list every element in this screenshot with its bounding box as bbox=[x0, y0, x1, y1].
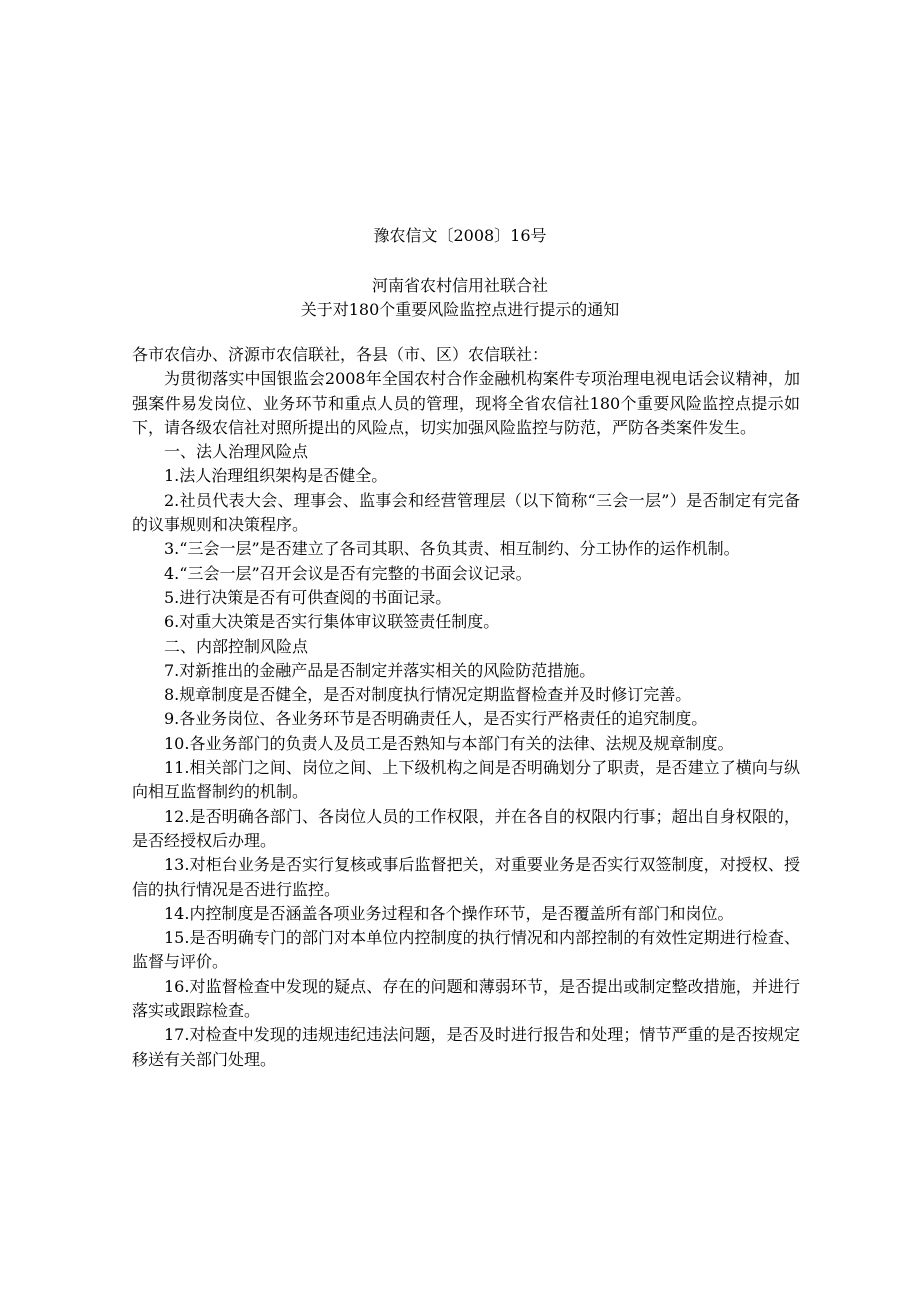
list-item: 3.“三会一层”是否建立了各司其职、各负其责、相互制约、分工协作的运作机制。 bbox=[164, 539, 740, 559]
list-item: 13.对柜台业务是否实行复核或事后监督把关，对重要业务是否实行双签制度，对授权、授信的执行情况是否进行监控。 bbox=[132, 855, 800, 899]
list-item: 14.内控制度是否涵盖各项业务过程和各个操作环节，是否覆盖所有部门和岗位。 bbox=[164, 903, 734, 923]
list-item: 8.规章制度是否健全，是否对制度执行情况定期监督检查并及时修订完善。 bbox=[164, 685, 692, 705]
list-item: 10.各业务部门的负责人及员工是否熟知与本部门有关的法律、法规及规章制度。 bbox=[164, 733, 734, 753]
document-number: 豫农信文〔2008〕16号 bbox=[373, 226, 547, 245]
document-body bbox=[132, 343, 800, 1072]
list-item: 17.对检查中发现的违规违纪违法问题，是否及时进行报告和处理；情节严重的是否按规定移送有关部门处理。 bbox=[132, 1025, 800, 1069]
salutation: 各市农信办、济源市农信联社，各县（市、区）农信联社： bbox=[132, 345, 549, 364]
list-item: 5.进行决策是否有可供查阅的书面记录。 bbox=[164, 587, 452, 607]
list-item: 1.法人治理组织架构是否健全。 bbox=[164, 466, 388, 486]
title-subject: 关于对180个重要风险监控点进行提示的通知 bbox=[300, 300, 620, 319]
list-item: 12.是否明确各部门、各岗位人员的工作权限，并在各自的权限内行事；超出自身权限的，是否经授权后办理。 bbox=[132, 806, 800, 850]
list-item: 2.社员代表大会、理事会、监事会和经营管理层（以下简称“三会一层”）是否制定有完备的议事规则和决策程序。 bbox=[132, 490, 800, 535]
title-issuer: 河南省农村信用社联合社 bbox=[371, 276, 548, 295]
list-item: 4.“三会一层”召开会议是否有完整的书面会议记录。 bbox=[164, 563, 532, 583]
section-heading: 二、内部控制风险点 bbox=[164, 636, 309, 656]
list-item: 15.是否明确专门的部门对本单位内控制度的执行情况和内部控制的有效性定期进行检查、监督与评价。 bbox=[132, 928, 800, 972]
document-title bbox=[0, 274, 920, 322]
intro-paragraph: 为贯彻落实中国银监会2008年全国农村合作金融机构案件专项治理电视电话会议精神，加强案件易发岗位、业务环节和重点人员的管理，现将全省农信社180个重要风险监控点提示如下，请各级农信社对照所提出的风险点，切实加强风险监控与防范，严防各类案件发生。 bbox=[132, 369, 800, 437]
list-item: 7.对新推出的金融产品是否制定并落实相关的风险防范措施。 bbox=[164, 660, 596, 680]
list-item: 11.相关部门之间、岗位之间、上下级机构之间是否明确划分了职责，是否建立了横向与纵向相互监督制约的机制。 bbox=[132, 758, 800, 802]
list-item: 16.对监督检查中发现的疑点、存在的问题和薄弱环节，是否提出或制定整改措施，并进行落实或跟踪检查。 bbox=[132, 976, 800, 1021]
list-item: 9.各业务岗位、各业务环节是否明确责任人，是否实行严格责任的追究制度。 bbox=[164, 709, 708, 729]
list-item: 6.对重大决策是否实行集体审议联签责任制度。 bbox=[164, 612, 500, 632]
section-heading: 一、法人治理风险点 bbox=[164, 442, 309, 462]
